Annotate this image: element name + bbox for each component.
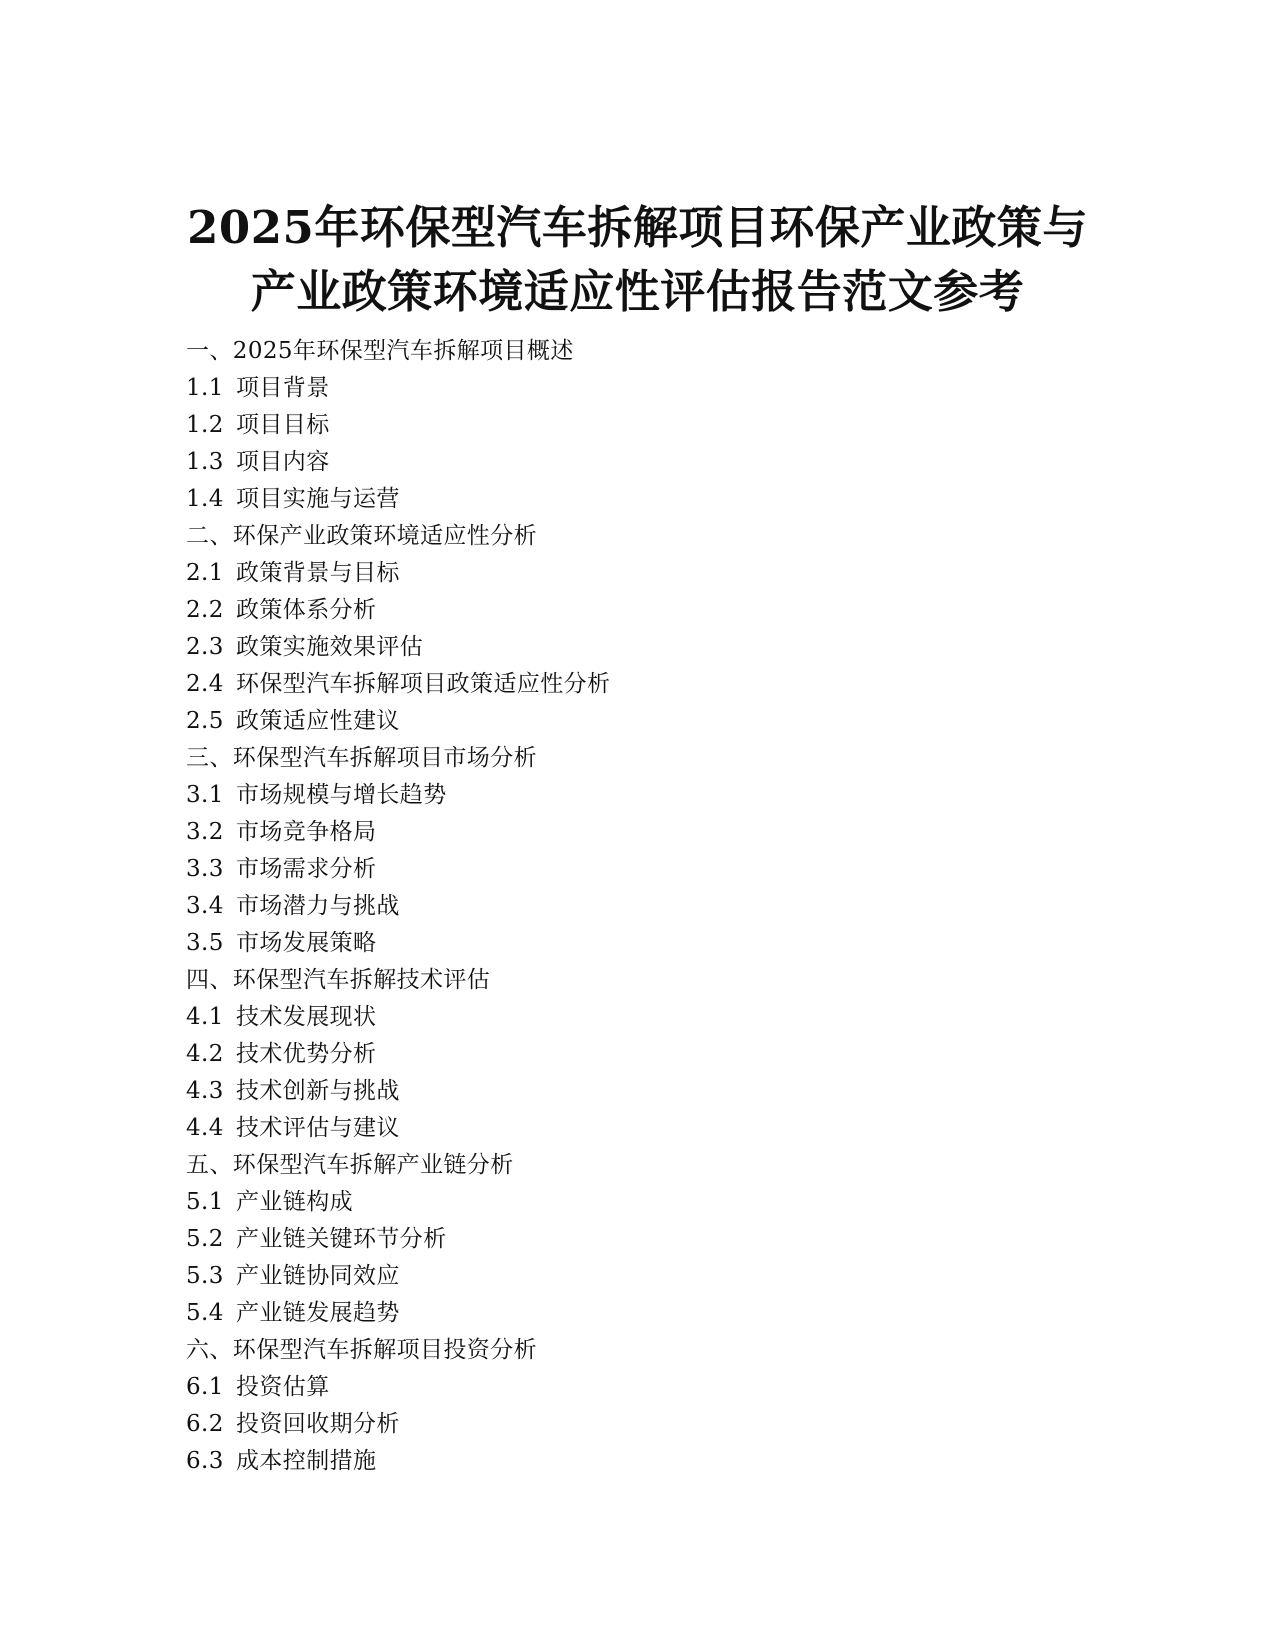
toc-number: 3.3 <box>186 856 224 882</box>
toc-subsection <box>186 1258 610 1295</box>
toc-text: 市场潜力与挑战 <box>236 893 400 919</box>
toc-section <box>186 740 610 777</box>
toc-subsection <box>186 1110 610 1147</box>
toc-text: 四、环保型汽车拆解技术评估 <box>186 967 491 993</box>
toc-number: 3.1 <box>186 782 224 808</box>
toc-text: 市场竞争格局 <box>236 819 377 845</box>
toc-section <box>186 1332 610 1369</box>
toc-text: 产业链构成 <box>236 1189 353 1215</box>
toc-text: 项目实施与运营 <box>236 486 400 512</box>
toc-number: 2.2 <box>186 597 224 623</box>
toc-number: 5.1 <box>186 1189 224 1215</box>
toc-section <box>186 1147 610 1184</box>
toc-number: 3.4 <box>186 893 224 919</box>
toc-subsection <box>186 999 610 1036</box>
toc-subsection <box>186 1369 610 1406</box>
toc-text: 产业链协同效应 <box>236 1263 400 1289</box>
toc-subsection <box>186 1406 610 1443</box>
toc-text: 市场规模与增长趋势 <box>236 782 447 808</box>
toc-number: 6.1 <box>186 1374 224 1400</box>
toc-subsection <box>186 1295 610 1332</box>
toc-section <box>186 333 610 370</box>
toc-subsection <box>186 851 610 888</box>
table-of-contents <box>186 333 610 1480</box>
toc-text: 产业链发展趋势 <box>236 1300 400 1326</box>
toc-number: 1.4 <box>186 486 224 512</box>
toc-text: 市场需求分析 <box>236 856 377 882</box>
toc-text: 技术评估与建议 <box>236 1115 400 1141</box>
toc-subsection <box>186 1184 610 1221</box>
toc-number: 1.3 <box>186 449 224 475</box>
toc-subsection <box>186 1073 610 1110</box>
toc-subsection <box>186 629 610 666</box>
toc-text: 政策体系分析 <box>236 597 377 623</box>
toc-number: 4.4 <box>186 1115 224 1141</box>
toc-subsection <box>186 555 610 592</box>
toc-subsection <box>186 925 610 962</box>
toc-text: 市场发展策略 <box>236 930 377 956</box>
toc-number: 3.2 <box>186 819 224 845</box>
toc-text: 投资回收期分析 <box>236 1411 400 1437</box>
toc-text: 政策背景与目标 <box>236 560 400 586</box>
toc-number: 3.5 <box>186 930 224 956</box>
toc-number: 6.3 <box>186 1448 224 1474</box>
toc-number: 2.1 <box>186 560 224 586</box>
toc-text: 六、环保型汽车拆解项目投资分析 <box>186 1337 537 1363</box>
toc-subsection <box>186 1036 610 1073</box>
toc-number: 4.2 <box>186 1041 224 1067</box>
toc-text: 项目内容 <box>236 449 330 475</box>
toc-subsection <box>186 703 610 740</box>
toc-number: 4.3 <box>186 1078 224 1104</box>
toc-text: 成本控制措施 <box>236 1448 377 1474</box>
toc-text: 环保型汽车拆解项目政策适应性分析 <box>236 671 611 697</box>
toc-subsection <box>186 444 610 481</box>
toc-text: 二、环保产业政策环境适应性分析 <box>186 523 537 549</box>
toc-number: 5.2 <box>186 1226 224 1252</box>
toc-subsection <box>186 666 610 703</box>
toc-subsection <box>186 777 610 814</box>
toc-text: 一、2025年环保型汽车拆解项目概述 <box>186 338 574 364</box>
toc-subsection <box>186 592 610 629</box>
toc-text: 技术创新与挑战 <box>236 1078 400 1104</box>
toc-text: 技术发展现状 <box>236 1004 377 1030</box>
toc-number: 2.3 <box>186 634 224 660</box>
toc-text: 产业链关键环节分析 <box>236 1226 447 1252</box>
toc-subsection <box>186 888 610 925</box>
toc-subsection <box>186 370 610 407</box>
title-line-2: 产业政策环境适应性评估报告范文参考 <box>250 265 1025 318</box>
toc-text: 项目目标 <box>236 412 330 438</box>
toc-number: 6.2 <box>186 1411 224 1437</box>
toc-number: 2.5 <box>186 708 224 734</box>
toc-subsection <box>186 1221 610 1258</box>
toc-number: 5.4 <box>186 1300 224 1326</box>
toc-subsection <box>186 481 610 518</box>
toc-text: 投资估算 <box>236 1374 330 1400</box>
toc-text: 五、环保型汽车拆解产业链分析 <box>186 1152 514 1178</box>
toc-text: 政策适应性建议 <box>236 708 400 734</box>
toc-section <box>186 518 610 555</box>
toc-text: 政策实施效果评估 <box>236 634 424 660</box>
toc-number: 1.2 <box>186 412 224 438</box>
toc-subsection <box>186 814 610 851</box>
toc-number: 1.1 <box>186 375 224 401</box>
toc-subsection <box>186 407 610 444</box>
toc-text: 技术优势分析 <box>236 1041 377 1067</box>
document-title <box>120 196 1155 324</box>
toc-number: 5.3 <box>186 1263 224 1289</box>
toc-section <box>186 962 610 999</box>
toc-text: 项目背景 <box>236 375 330 401</box>
toc-number: 2.4 <box>186 671 224 697</box>
toc-number: 4.1 <box>186 1004 224 1030</box>
title-line-1: 2025年环保型汽车拆解项目环保产业政策与 <box>187 201 1088 254</box>
toc-subsection <box>186 1443 610 1480</box>
toc-text: 三、环保型汽车拆解项目市场分析 <box>186 745 537 771</box>
